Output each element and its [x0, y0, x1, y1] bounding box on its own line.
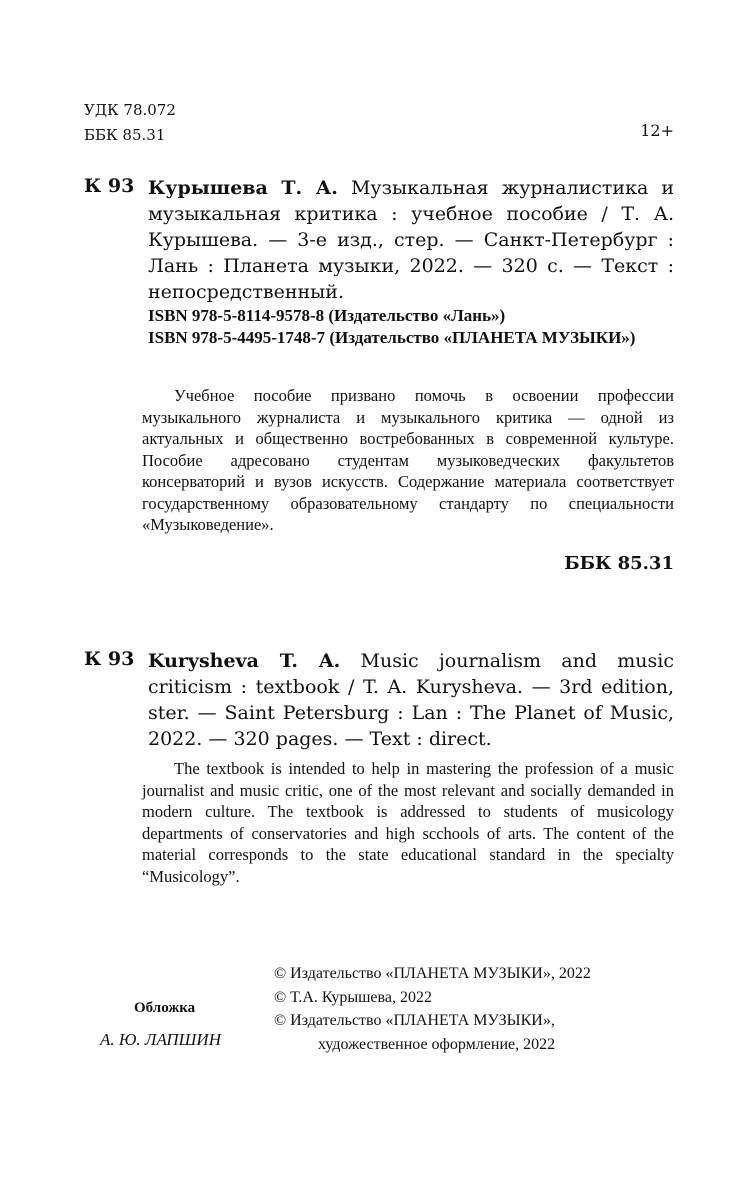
copyright-block — [274, 962, 591, 1056]
copyright-design-cont: художественное оформление, 2022 — [318, 1035, 556, 1053]
age-rating: 12+ — [640, 121, 674, 140]
author-code-ru: К 93 — [84, 175, 135, 197]
entry-description-en: Music journalism and music criticism : textbook / T. A. Kurysheva. — 3rd edition, ster. — Saint Petersburg : Lan : The Planet of Music, 2022. — 320 pages. — Text : direct. — [148, 650, 674, 750]
author-name-en: Kurysheva T. A. — [148, 650, 341, 672]
bbk-footer: ББК 85.31 — [564, 553, 674, 574]
bibliographic-entry-ru — [148, 175, 674, 305]
isbn-planet: ISBN 978-5-4495-1748-7 (Издательство «ПЛАНЕТА МУЗЫКИ») — [148, 328, 636, 347]
cover-label: Обложка — [134, 1000, 196, 1016]
copyright-publisher: © Издательство «ПЛАНЕТА МУЗЫКИ», 2022 — [274, 965, 591, 982]
author-name-ru: Курышева Т. А. — [148, 177, 338, 199]
cover-designer: А. Ю. ЛАПШИН — [100, 1030, 221, 1049]
copyright-design: © Издательство «ПЛАНЕТА МУЗЫКИ», — [274, 1012, 555, 1029]
header-codes — [84, 98, 176, 148]
isbn-block — [148, 305, 635, 349]
udk-code: УДК 78.072 — [84, 101, 176, 119]
author-code-en: К 93 — [84, 648, 135, 670]
copyright-author: © Т.А. Курышева, 2022 — [274, 988, 432, 1006]
entry-description-ru: Музыкальная журналистика и музыкальная критика : учебное пособие / Т. А. Курышева. — 3-е изд., стер. — Санкт-Петербург : Лань : Планета музыки, 2022. — 320 с. — Текст : непосредственный. — [148, 177, 674, 303]
abstract-en: The textbook is intended to help in mastering the profession of a music journalist and music critic, one of the most relevant and socially demanded in modern culture. The textbook is addressed to students of musicology departments of conservatories and high scchools of arts. The content of the material corresponds to the state educational standard in the specialty “Musicology”. — [142, 759, 674, 886]
bibliographic-entry-en — [148, 648, 674, 752]
abstract-ru: Учебное пособие призвано помочь в освоении профессии музыкального журналиста и музыкального критика — одной из актуальных и общественно востребованных в современной культуре. Пособие адресовано студентам музыковедческих факультетов консерваторий и вузов искусств. Содержание материала соответствует государственному образовательному стандарту по специальности «Музыковедение». — [142, 386, 674, 534]
bbk-code: ББК 85.31 — [84, 126, 166, 144]
isbn-lan: ISBN 978-5-8114-9578-8 (Издательство «Лань») — [148, 306, 506, 325]
